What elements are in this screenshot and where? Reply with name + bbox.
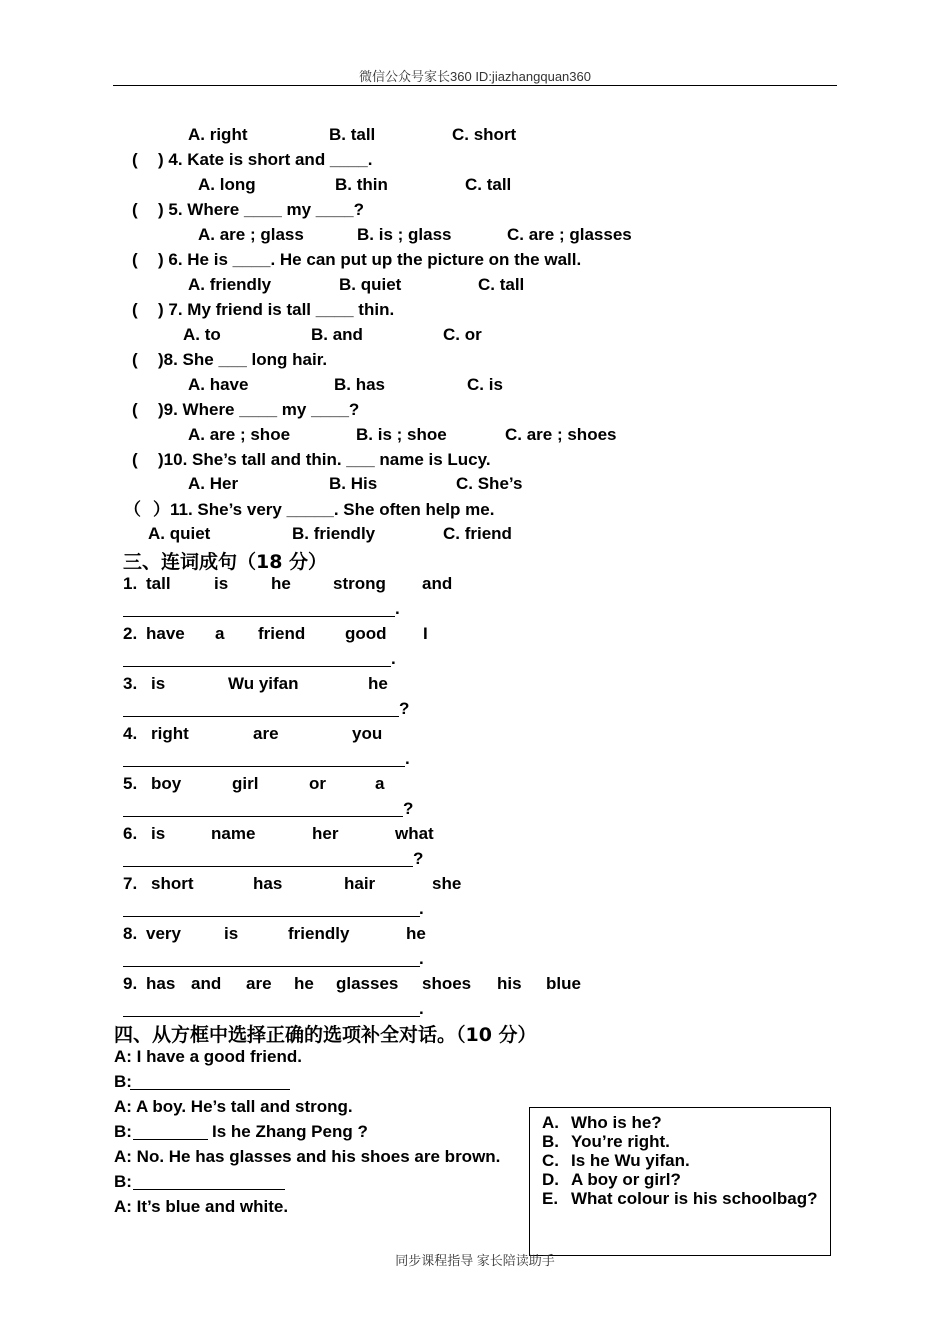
- s3-4-word: are: [253, 724, 279, 743]
- q8-option-a: A. have: [188, 375, 249, 394]
- q9-option-b: B. is ; shoe: [356, 425, 447, 444]
- s3-8-end: .: [419, 949, 424, 968]
- s3-8-word: very: [146, 924, 181, 943]
- q7-option-c: C. or: [443, 325, 482, 344]
- page-footer: 同步课程指导 家长陪读助手: [395, 1253, 555, 1268]
- q3-option-c: C. short: [452, 125, 517, 144]
- q9-text: )9. Where ____ my ____?: [158, 400, 360, 419]
- q4-text: ) 4. Kate is short and ____.: [158, 150, 373, 169]
- box-option-text: What colour is his schoolbag?: [571, 1189, 818, 1208]
- s3-9-word: his: [497, 974, 522, 993]
- s3-5-word: boy: [151, 774, 182, 793]
- s3-9-word: he: [294, 974, 314, 993]
- s3-7-word: short: [151, 874, 194, 893]
- s3-7-word: hair: [344, 874, 376, 893]
- q6-option-c: C. tall: [478, 275, 525, 294]
- dialogue-blank[interactable]: [130, 1089, 290, 1090]
- s3-2-word: have: [146, 624, 185, 643]
- s3-9-word: glasses: [336, 974, 399, 993]
- dialogue-line-2: B:: [114, 1072, 132, 1091]
- box-option-letter: D.: [542, 1170, 559, 1189]
- dialogue-line-6: B:: [114, 1172, 132, 1191]
- s3-6-num: 6.: [123, 824, 138, 843]
- s3-3-word: he: [368, 674, 388, 693]
- s3-8-num: 8.: [123, 924, 138, 943]
- q3-option-a: A. right: [188, 125, 248, 144]
- s3-2-word: friend: [258, 624, 306, 643]
- s3-3-end: ?: [399, 699, 410, 718]
- q11-option-a: A. quiet: [148, 524, 211, 543]
- q10-option-c: C. She’s: [456, 474, 523, 493]
- dialogue-line-4: B:: [114, 1122, 132, 1141]
- q8-paren: (: [132, 350, 138, 369]
- s3-1-word: he: [271, 574, 291, 593]
- s3-9-word: are: [246, 974, 272, 993]
- s3-6-end: ?: [413, 849, 424, 868]
- q10-option-b: B. His: [329, 474, 378, 493]
- s3-6-word: is: [151, 824, 166, 843]
- q6-paren: (: [132, 250, 138, 269]
- q10-text: )10. She’s tall and thin. ___ name is Lucy.: [158, 450, 491, 469]
- s3-7-num: 7.: [123, 874, 138, 893]
- s3-8-word: friendly: [288, 924, 350, 943]
- s3-2-num: 2.: [123, 624, 138, 643]
- s3-9-word: has: [146, 974, 176, 993]
- q6-option-b: B. quiet: [339, 275, 402, 294]
- s3-3-word: is: [151, 674, 166, 693]
- q4-paren: (: [132, 150, 138, 169]
- q5-option-c: C. are ; glasses: [507, 225, 632, 244]
- s3-1-word: and: [422, 574, 453, 593]
- box-option-letter: A.: [542, 1113, 559, 1132]
- s3-5-num: 5.: [123, 774, 138, 793]
- s3-9-num: 9.: [123, 974, 138, 993]
- q5-option-b: B. is ; glass: [357, 225, 452, 244]
- s3-1-word: tall: [146, 574, 171, 593]
- s3-3-num: 3.: [123, 674, 138, 693]
- s3-5-word: or: [309, 774, 326, 793]
- q4-option-c: C. tall: [465, 175, 512, 194]
- answer-line[interactable]: [123, 766, 405, 767]
- section3-title: 三、连词成句（18 分）: [123, 551, 328, 573]
- s3-4-num: 4.: [123, 724, 138, 743]
- q3-option-b: B. tall: [329, 125, 376, 144]
- s3-8-word: is: [224, 924, 239, 943]
- q9-option-c: C. are ; shoes: [505, 425, 617, 444]
- answer-line[interactable]: [123, 816, 403, 817]
- s3-5-word: girl: [232, 774, 259, 793]
- q11-paren: （: [124, 500, 141, 519]
- s3-9-end: .: [419, 999, 424, 1018]
- s3-1-word: strong: [333, 574, 386, 593]
- answer-line[interactable]: [123, 666, 391, 667]
- box-option-letter: B.: [542, 1132, 559, 1151]
- q6-option-a: A. friendly: [188, 275, 272, 294]
- s3-5-word: a: [375, 774, 385, 793]
- section4-title: 四、从方框中选择正确的选项补全对话。（10 分）: [114, 1024, 537, 1046]
- s3-1-num: 1.: [123, 574, 138, 593]
- answer-line[interactable]: [123, 966, 420, 967]
- answer-line[interactable]: [123, 916, 420, 917]
- q7-text: ) 7. My friend is tall ____ thin.: [158, 300, 395, 319]
- s3-2-word: good: [345, 624, 387, 643]
- dialogue-line-5: A: No. He has glasses and his shoes are brown.: [114, 1147, 501, 1166]
- dialogue-line-1: A: I have a good friend.: [114, 1047, 302, 1066]
- q7-option-a: A. to: [183, 325, 221, 344]
- q4-option-b: B. thin: [335, 175, 388, 194]
- box-option-letter: C.: [542, 1151, 559, 1170]
- s3-3-word: Wu yifan: [228, 674, 299, 693]
- q8-option-b: B. has: [334, 375, 386, 394]
- answer-line[interactable]: [123, 1016, 420, 1017]
- q8-text: )8. She ___ long hair.: [158, 350, 328, 369]
- dialogue-line-3: A: A boy. He’s tall and strong.: [114, 1097, 353, 1116]
- s3-2-word: a: [215, 624, 225, 643]
- page-header: 微信公众号家长360 ID:jiazhangquan360: [359, 69, 591, 84]
- s3-6-word: what: [395, 824, 434, 843]
- s3-2-word: I: [423, 624, 428, 643]
- q7-paren: (: [132, 300, 138, 319]
- q5-paren: (: [132, 200, 138, 219]
- s3-6-word: her: [312, 824, 339, 843]
- s3-6-word: name: [211, 824, 256, 843]
- q7-option-b: B. and: [311, 325, 363, 344]
- answer-line[interactable]: [123, 866, 413, 867]
- dialogue-line-7: A: It’s blue and white.: [114, 1197, 289, 1216]
- q11-option-b: B. friendly: [292, 524, 376, 543]
- s3-9-word: and: [191, 974, 222, 993]
- box-option-text: You’re right.: [571, 1132, 670, 1151]
- q4-option-a: A. long: [198, 175, 256, 194]
- q8-option-c: C. is: [467, 375, 503, 394]
- q11-text: ）11. She’s very _____. She often help me.: [153, 500, 495, 519]
- q9-paren: (: [132, 400, 138, 419]
- s3-5-end: ?: [403, 799, 414, 818]
- s3-9-word: shoes: [422, 974, 472, 993]
- s3-2-end: .: [391, 649, 396, 668]
- box-option-text: Is he Wu yifan.: [571, 1151, 690, 1170]
- box-option-text: Who is he?: [571, 1113, 662, 1132]
- s3-7-end: .: [419, 899, 424, 918]
- s3-7-word: has: [253, 874, 283, 893]
- dialogue-blank[interactable]: [133, 1139, 208, 1140]
- q11-option-c: C. friend: [443, 524, 512, 543]
- dialogue-line-4-tail: Is he Zhang Peng ?: [212, 1122, 368, 1141]
- s3-9-word: blue: [546, 974, 581, 993]
- answer-line[interactable]: [123, 616, 395, 617]
- answer-line[interactable]: [123, 716, 399, 717]
- dialogue-blank[interactable]: [133, 1189, 285, 1190]
- q9-option-a: A. are ; shoe: [188, 425, 291, 444]
- s3-7-word: she: [432, 874, 462, 893]
- q5-option-a: A. are ; glass: [198, 225, 304, 244]
- s3-8-word: he: [406, 924, 426, 943]
- header-rule: [113, 85, 837, 86]
- box-option-letter: E.: [542, 1189, 559, 1208]
- q6-text: ) 6. He is ____. He can put up the picture on the wall.: [158, 250, 582, 269]
- s3-1-word: is: [214, 574, 229, 593]
- q5-text: ) 5. Where ____ my ____?: [158, 200, 365, 219]
- s3-4-word: right: [151, 724, 189, 743]
- q10-paren: (: [132, 450, 138, 469]
- s3-1-end: .: [395, 599, 400, 618]
- s3-4-end: .: [405, 749, 410, 768]
- box-option-text: A boy or girl?: [571, 1170, 681, 1189]
- s3-4-word: you: [352, 724, 383, 743]
- q10-option-a: A. Her: [188, 474, 239, 493]
